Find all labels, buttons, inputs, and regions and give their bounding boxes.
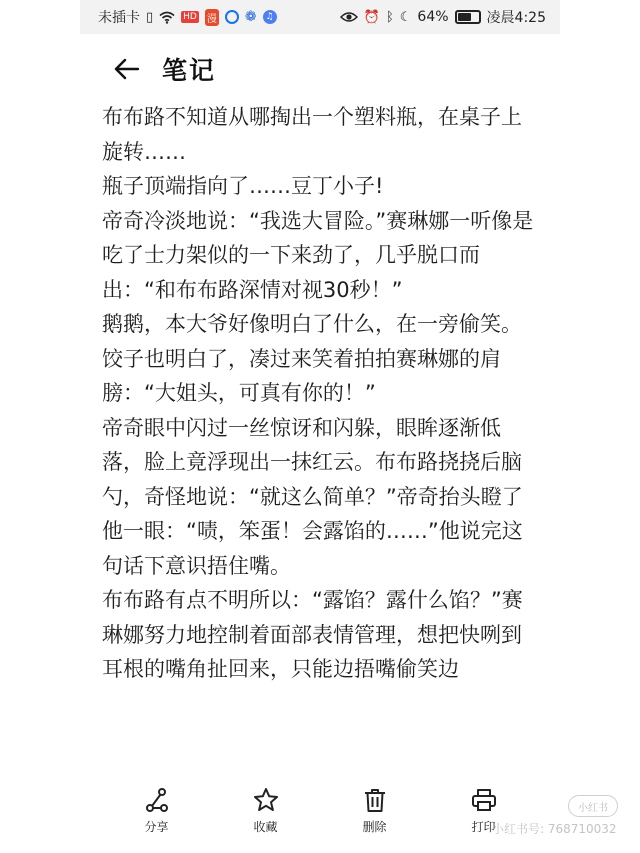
status-left bbox=[98, 7, 277, 27]
favorite-button[interactable] bbox=[231, 786, 301, 835]
app-header bbox=[80, 34, 560, 104]
battery-percent: 64% bbox=[417, 9, 449, 25]
page-title: 笔记 bbox=[162, 56, 217, 85]
phone-screen bbox=[80, 0, 560, 853]
music-app-icon: ♫ bbox=[263, 10, 277, 24]
print-label: 打印 bbox=[471, 820, 496, 834]
bluetooth-icon: ᛒ bbox=[385, 9, 394, 25]
paw-app-icon: ❁ bbox=[244, 9, 257, 25]
note-paragraph: 鹅鹅，本大爷好像明白了什么，在一旁偷笑。 bbox=[102, 312, 522, 336]
bottom-toolbar bbox=[80, 786, 560, 853]
delete-button[interactable] bbox=[340, 786, 410, 835]
status-right bbox=[340, 7, 546, 27]
clock-time: 凌晨4:25 bbox=[486, 10, 546, 26]
back-button[interactable] bbox=[110, 52, 144, 86]
note-paragraph: 帝奇眼中闪过一丝惊讶和闪躲，眼眸逐渐低落，脸上竟浮现出一抹红云。布布路挠挠后脑勺，奇怪地说：“就这么简单？”帝奇抬头瞪了他一眼：“啧，笨蛋！会露馅的……”他说完这句话下意识捂住嘴。 bbox=[102, 415, 523, 578]
alarm-icon: ⏰ bbox=[363, 9, 380, 25]
share-icon bbox=[143, 786, 171, 814]
note-paragraph: 瓶子顶端指向了……豆丁小子! bbox=[102, 174, 384, 198]
watermark-logo: 小红书 bbox=[568, 795, 618, 817]
note-paragraph: 布布路有点不明所以：“露馅？露什么馅？”赛琳娜努力地控制着面部表情管理，想把快咧到耳根的嘴角扯回来，只能边捂嘴偷笑边 bbox=[102, 588, 523, 681]
sim-status: 未插卡 bbox=[98, 10, 140, 26]
comic-app-icon: 漫 bbox=[205, 9, 219, 26]
delete-label: 删除 bbox=[362, 820, 387, 834]
moon-icon: ☾ bbox=[399, 9, 412, 25]
battery-icon bbox=[455, 10, 481, 24]
share-button[interactable] bbox=[122, 786, 192, 835]
status-bar bbox=[80, 0, 560, 34]
browser-app-icon bbox=[225, 10, 239, 24]
note-paragraph: 布布路不知道从哪掏出一个塑料瓶，在桌子上旋转…… bbox=[102, 105, 522, 164]
sim-icon: ▯ bbox=[146, 9, 154, 25]
printer-icon bbox=[470, 786, 498, 814]
star-icon bbox=[252, 786, 280, 814]
eye-icon bbox=[340, 11, 358, 23]
share-label: 分享 bbox=[144, 820, 169, 834]
note-paragraph: 饺子也明白了，凑过来笑着拍拍赛琳娜的肩膀：“大姐头，可真有你的！” bbox=[102, 346, 501, 405]
favorite-label: 收藏 bbox=[253, 820, 278, 834]
trash-icon bbox=[361, 786, 389, 814]
app-badge-icon: HD bbox=[183, 12, 197, 22]
note-paragraph: 帝奇冷淡地说：“我选大冒险。”赛琳娜一听像是吃了士力架似的一下来劲了，几乎脱口而出：“和布布路深情对视30秒！” bbox=[102, 208, 534, 302]
wifi-icon bbox=[159, 11, 175, 24]
back-arrow-icon bbox=[114, 58, 140, 80]
watermark-id: 小红书号: 768710032 bbox=[492, 822, 617, 836]
note-content[interactable] bbox=[102, 100, 542, 780]
